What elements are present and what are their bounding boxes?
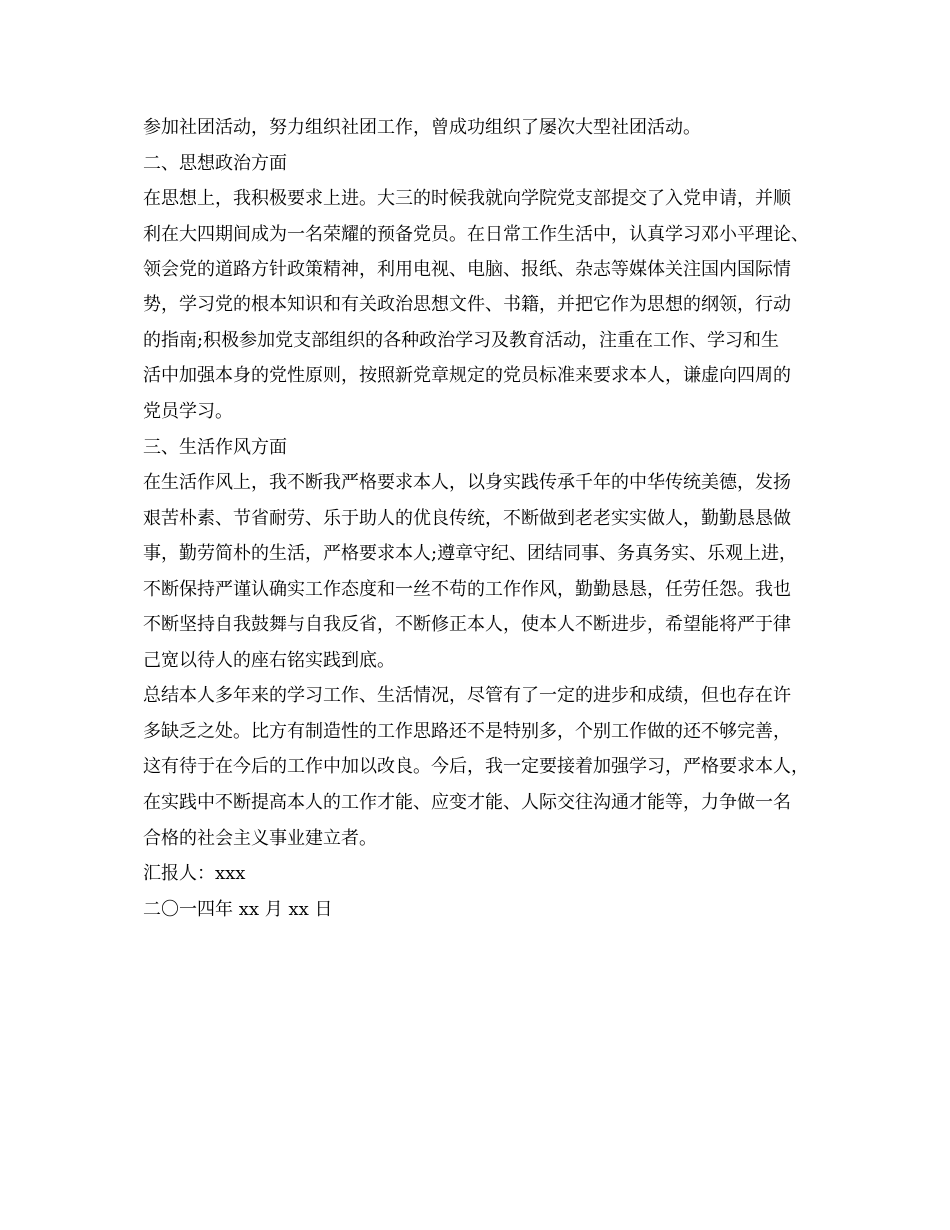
text-line: 事，勤劳简朴的生活，严格要求本人;遵章守纪、团结同事、务真务实、乐观上进， — [143, 543, 798, 564]
text-line: 在思想上，我积极要求上进。大三的时候我就向学院党支部提交了入党申请，并顺 — [143, 188, 791, 209]
text-line: 利在大四期间成为一名荣耀的预备党员。在日常工作生活中，认真学习邓小平理论、 — [143, 224, 809, 245]
text-line: 不断坚持自我鼓舞与自我反省，不断修正本人，使本人不断进步，希望能将严于律 — [143, 614, 791, 635]
text-line: 艰苦朴素、节省耐劳、乐于助人的优良传统，不断做到老老实实做人，勤勤恳恳做 — [143, 508, 791, 529]
reporter-signature: 汇报人：xxx — [143, 863, 246, 884]
text-line: 党员学习。 — [143, 401, 233, 422]
text-line: 己宽以待人的座右铭实践到底。 — [143, 650, 395, 671]
text-line: 这有待于在今后的工作中加以改良。今后，我一定要接着加强学习，严格要求本人， — [143, 756, 809, 777]
text-line: 合格的社会主义事业建立者。 — [143, 828, 377, 849]
text-line: 的指南;积极参加党支部组织的各种政治学习及教育活动，注重在工作、学习和生 — [143, 330, 780, 351]
text-line: 多缺乏之处。比方有制造性的工作思路还不是特别多，个别工作做的还不够完善， — [143, 721, 791, 742]
section-heading-lifestyle: 三、生活作风方面 — [143, 437, 287, 458]
text-line: 势，学习党的根本知识和有关政治思想文件、书籍，并把它作为思想的纲领，行动 — [143, 294, 791, 315]
text-line: 领会党的道路方针政策精神，利用电视、电脑、报纸、杂志等媒体关注国内国际情 — [143, 259, 791, 280]
text-line: 参加社团活动，努力组织社团工作，曾成功组织了屡次大型社团活动。 — [143, 117, 701, 138]
text-line: 在实践中不断提高本人的工作才能、应变才能、人际交往沟通才能等，力争做一名 — [143, 792, 791, 813]
report-date: 二〇一四年 xx 月 xx 日 — [143, 899, 333, 920]
text-line: 不断保持严谨认确实工作态度和一丝不苟的工作作风，勤勤恳恳，任劳任怨。我也 — [143, 579, 791, 600]
section-heading-political: 二、思想政治方面 — [143, 153, 287, 174]
text-line: 在生活作风上，我不断我严格要求本人，以身实践传承千年的中华传统美德，发扬 — [143, 472, 791, 493]
text-line: 活中加强本身的党性原则，按照新党章规定的党员标准来要求本人，谦虚向四周的 — [143, 365, 791, 386]
text-line: 总结本人多年来的学习工作、生活情况，尽管有了一定的进步和成绩，但也存在许 — [143, 685, 791, 706]
